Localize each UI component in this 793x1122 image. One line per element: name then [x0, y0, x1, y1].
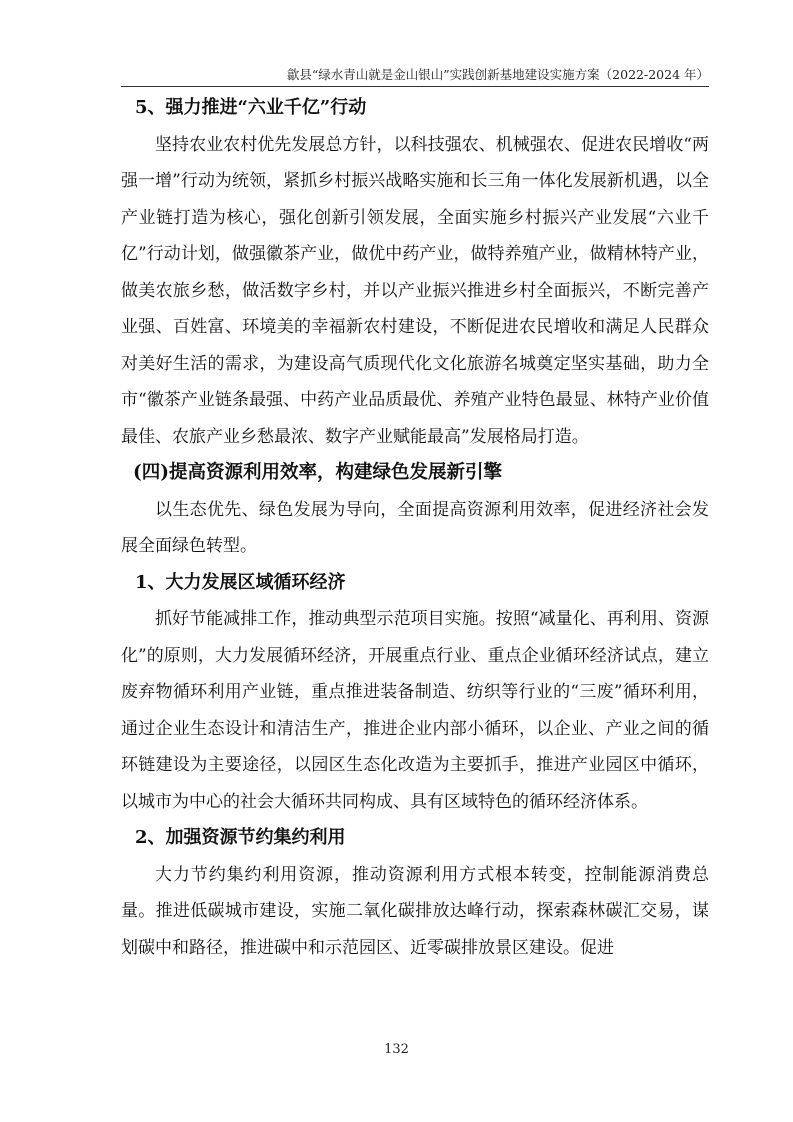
paragraph-resource-saving: 大力节约集约利用资源，推动资源利用方式根本转变，控制能源消费总量。推进低碳城市建设，实施二氧化碳排放达峰行动，探索森林碳汇交易，谋划碳中和路径，推进碳中和示范园区、近零碳排放景区建设。促进 — [121, 864, 709, 958]
document-body — [121, 90, 709, 966]
section-heading-1: 1、大力发展区域循环经济 — [135, 571, 346, 593]
paragraph-circular-economy: 抓好节能减排工作，推动典型示范项目实施。按照“减量化、再利用、资源化”的原则，大力发展循环经济，开展重点行业、重点企业循环经济试点，建立废弃物循环利用产业链，重点推进装备制造、纺织等行业的“三废”循环利用，通过企业生态设计和清洁生产，推进企业内部小循环，以企业、产业之间的循环链建设为主要途径，以园区生态化改造为主要抓手，推进产业园区中循环，以城市为中心的社会大循环共同构成、具有区域特色的循环经济体系。 — [121, 609, 709, 812]
major-heading-4: (四)提高资源利用效率，构建绿色发展新引擎 — [133, 462, 503, 483]
section-heading-5: 5、强力推进“六业千亿”行动 — [135, 97, 367, 118]
header-rule — [121, 86, 709, 87]
paragraph-six-industries: 坚持农业农村优先发展总方针，以科技强农、机械强农、促进农民增收“两强一增”行动为统领，紧抓乡村振兴战略实施和长三角一体化发展新机遇，以全产业链打造为核心，强化创新引领发展，全面实施乡村振兴产业发展“六业千亿”行动计划，做强徽茶产业，做优中药产业，做特养殖产业，做精林特产业，做美农旅乡愁，做活数字乡村，并以产业振兴推进乡村全面振兴，不断完善产业强、百姓富、环境美的幸福新农村建设，不断促进农民增收和满足人民群众对美好生活的需求，为建设高气质现代化文化旅游名城奠定坚实基础，助力全市“徽茶产业链条最强、中药产业品质最优、养殖产业特色最显、林特产业价值最佳、农旅产业乡愁最浓、数字产业赋能最高”发展格局打造。 — [121, 134, 709, 447]
paragraph-green-development: 以生态优先、绿色发展为导向，全面提高资源利用效率，促进经济社会发展全面绿色转型。 — [121, 499, 709, 556]
page-number: 132 — [384, 1042, 409, 1057]
running-header: 歙县“绿水青山就是金山银山”实践创新基地建设实施方案（2022-2024 年） — [286, 67, 709, 82]
section-heading-2: 2、加强资源节约集约利用 — [135, 827, 346, 848]
